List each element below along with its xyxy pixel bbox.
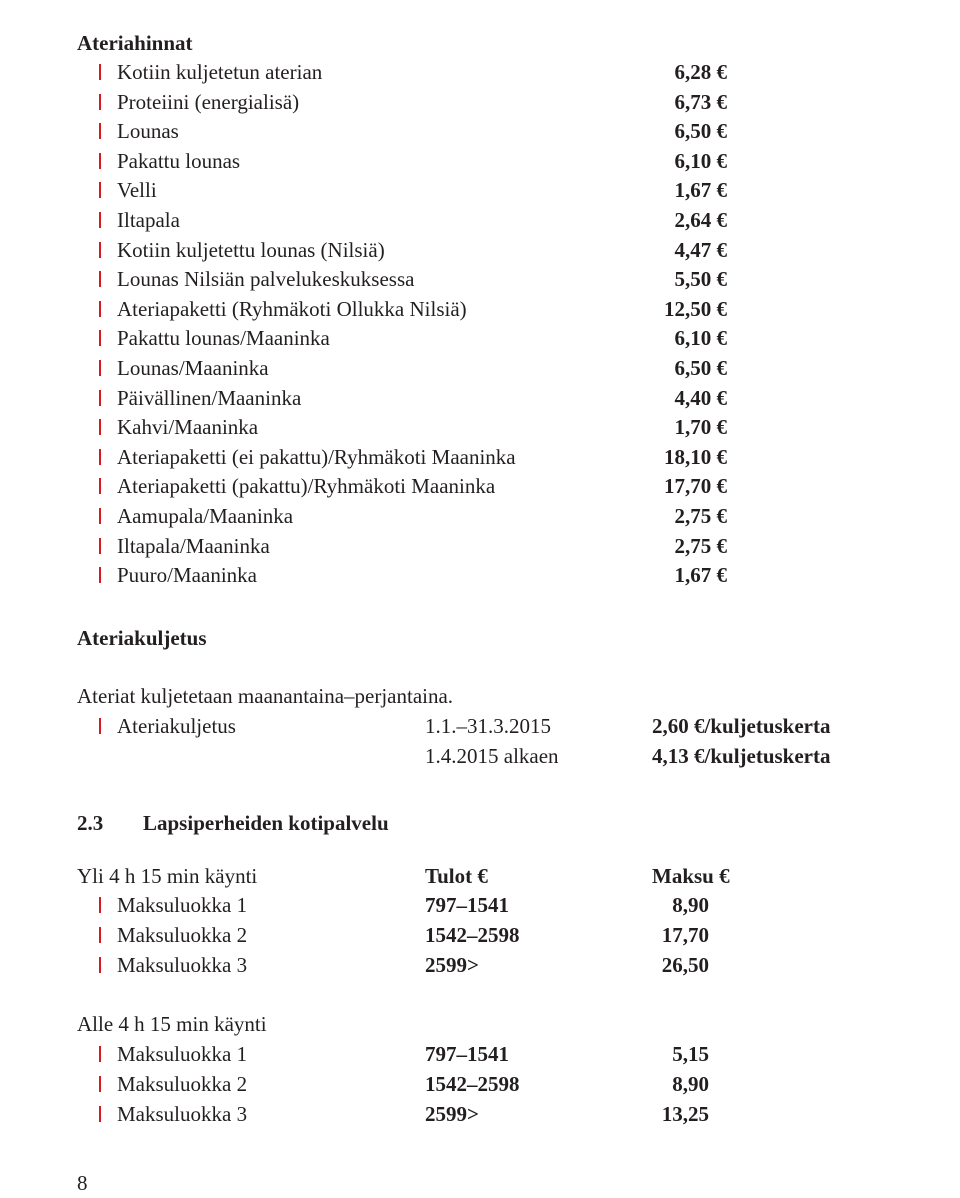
price-item-label: Päivällinen/Maaninka [117,386,302,410]
delivery-price-2: 4,13 €/kuljetuskerta [652,744,831,768]
price-item-label: Puuro/Maaninka [117,563,257,587]
price-item-label: Iltapala/Maaninka [117,534,270,558]
price-item-value: 1,67 € [674,563,727,587]
bullet-marker [99,94,101,110]
price-item-value: 18,10 € [664,445,727,469]
price-item-label: Iltapala [117,208,180,232]
bullet-marker [99,330,101,346]
fee-income-range: 1542–2598 [425,1072,520,1096]
price-item-label: Ateriapaketti (ei pakattu)/Ryhmäkoti Maaninka [117,445,516,469]
section-heading-ateriakuljetus: Ateriakuljetus [77,626,207,650]
price-item-value: 17,70 € [664,474,727,498]
section-title: Lapsiperheiden kotipalvelu [143,811,389,835]
price-item-label: Lounas [117,119,179,143]
fee-class-label: Maksuluokka 2 [117,1072,248,1096]
bullet-marker [99,449,101,465]
bullet-marker [99,1046,101,1062]
bullet-marker [99,390,101,406]
price-item-value: 6,50 € [674,356,727,380]
price-item-value: 4,40 € [674,386,727,410]
price-item-label: Lounas/Maaninka [117,356,269,380]
delivery-price-1: 2,60 €/kuljetuskerta [652,714,831,738]
fee-amount: 13,25 [661,1102,709,1126]
bullet-marker [99,567,101,583]
price-item-value: 6,73 € [674,90,727,114]
bullet-marker [99,897,101,913]
bullet-marker [99,242,101,258]
price-item-value: 6,10 € [674,326,727,350]
fee-amount: 5,15 [672,1042,709,1066]
delivery-label: Ateriakuljetus [117,714,236,738]
fee-income-range: 2599> [425,953,479,977]
fee-income-range: 797–1541 [425,893,509,917]
bullet-marker [99,1076,101,1092]
price-item-label: Velli [117,178,157,202]
price-item-value: 6,10 € [674,149,727,173]
price-item-value: 6,50 € [674,119,727,143]
bullet-marker [99,538,101,554]
fee-class-label: Maksuluokka 3 [117,953,248,977]
bullet-marker [99,153,101,169]
bullet-marker [99,64,101,80]
price-item-value: 6,28 € [674,60,727,84]
section-number: 2.3 [77,811,104,835]
page-number: 8 [77,1171,88,1195]
delivery-intro: Ateriat kuljetetaan maanantaina–perjantaina. [77,684,454,708]
fee-class-label: Maksuluokka 3 [117,1102,248,1126]
column-header-tulot: Tulot € [425,864,488,888]
section-heading-ateriahinnat: Ateriahinnat [77,31,193,55]
fee-amount: 8,90 [672,1072,709,1096]
delivery-period-2: 1.4.2015 alkaen [425,744,559,768]
fee-income-range: 797–1541 [425,1042,509,1066]
column-header-maksu: Maksu € [652,864,730,888]
fee-class-label: Maksuluokka 1 [117,1042,248,1066]
bullet-marker [99,1106,101,1122]
fee-amount: 17,70 [661,923,709,947]
price-item-value: 4,47 € [674,238,727,262]
bullet-marker [99,271,101,287]
price-item-label: Ateriapaketti (pakattu)/Ryhmäkoti Maaninka [117,474,496,498]
price-item-value: 12,50 € [664,297,727,321]
price-item-label: Ateriapaketti (Ryhmäkoti Ollukka Nilsiä) [117,297,467,321]
bullet-marker [99,478,101,494]
bullet-marker [99,419,101,435]
fee-class-label: Maksuluokka 2 [117,923,248,947]
price-item-value: 1,67 € [674,178,727,202]
bullet-marker [99,508,101,524]
price-item-label: Kotiin kuljetettu lounas (Nilsiä) [117,238,385,262]
price-item-label: Lounas Nilsiän palvelukeskuksessa [117,267,415,291]
bullet-marker [99,123,101,139]
price-item-value: 2,75 € [674,534,727,558]
price-item-label: Pakattu lounas/Maaninka [117,326,330,350]
bullet-marker [99,212,101,228]
price-item-value: 2,64 € [674,208,727,232]
delivery-period-1: 1.1.–31.3.2015 [425,714,551,738]
bullet-marker [99,182,101,198]
price-item-label: Pakattu lounas [117,149,241,173]
bullet-marker [99,927,101,943]
price-item-label: Proteiini (energialisä) [117,90,300,114]
bullet-marker [99,957,101,973]
bullet-marker [99,301,101,317]
fee-income-range: 2599> [425,1102,479,1126]
price-item-label: Kotiin kuljetetun aterian [117,60,323,84]
price-item-label: Kahvi/Maaninka [117,415,259,439]
price-item-value: 1,70 € [674,415,727,439]
bullet-marker [99,360,101,376]
price-item-value: 2,75 € [674,504,727,528]
fee-income-range: 1542–2598 [425,923,520,947]
price-item-value: 5,50 € [674,267,727,291]
fee-amount: 8,90 [672,893,709,917]
fee-class-label: Maksuluokka 1 [117,893,248,917]
fee-amount: 26,50 [661,953,709,977]
bullet-marker [99,718,101,734]
group-title-over: Yli 4 h 15 min käynti [77,864,258,888]
price-item-label: Aamupala/Maaninka [117,504,294,528]
group-title-under: Alle 4 h 15 min käynti [77,1012,267,1036]
